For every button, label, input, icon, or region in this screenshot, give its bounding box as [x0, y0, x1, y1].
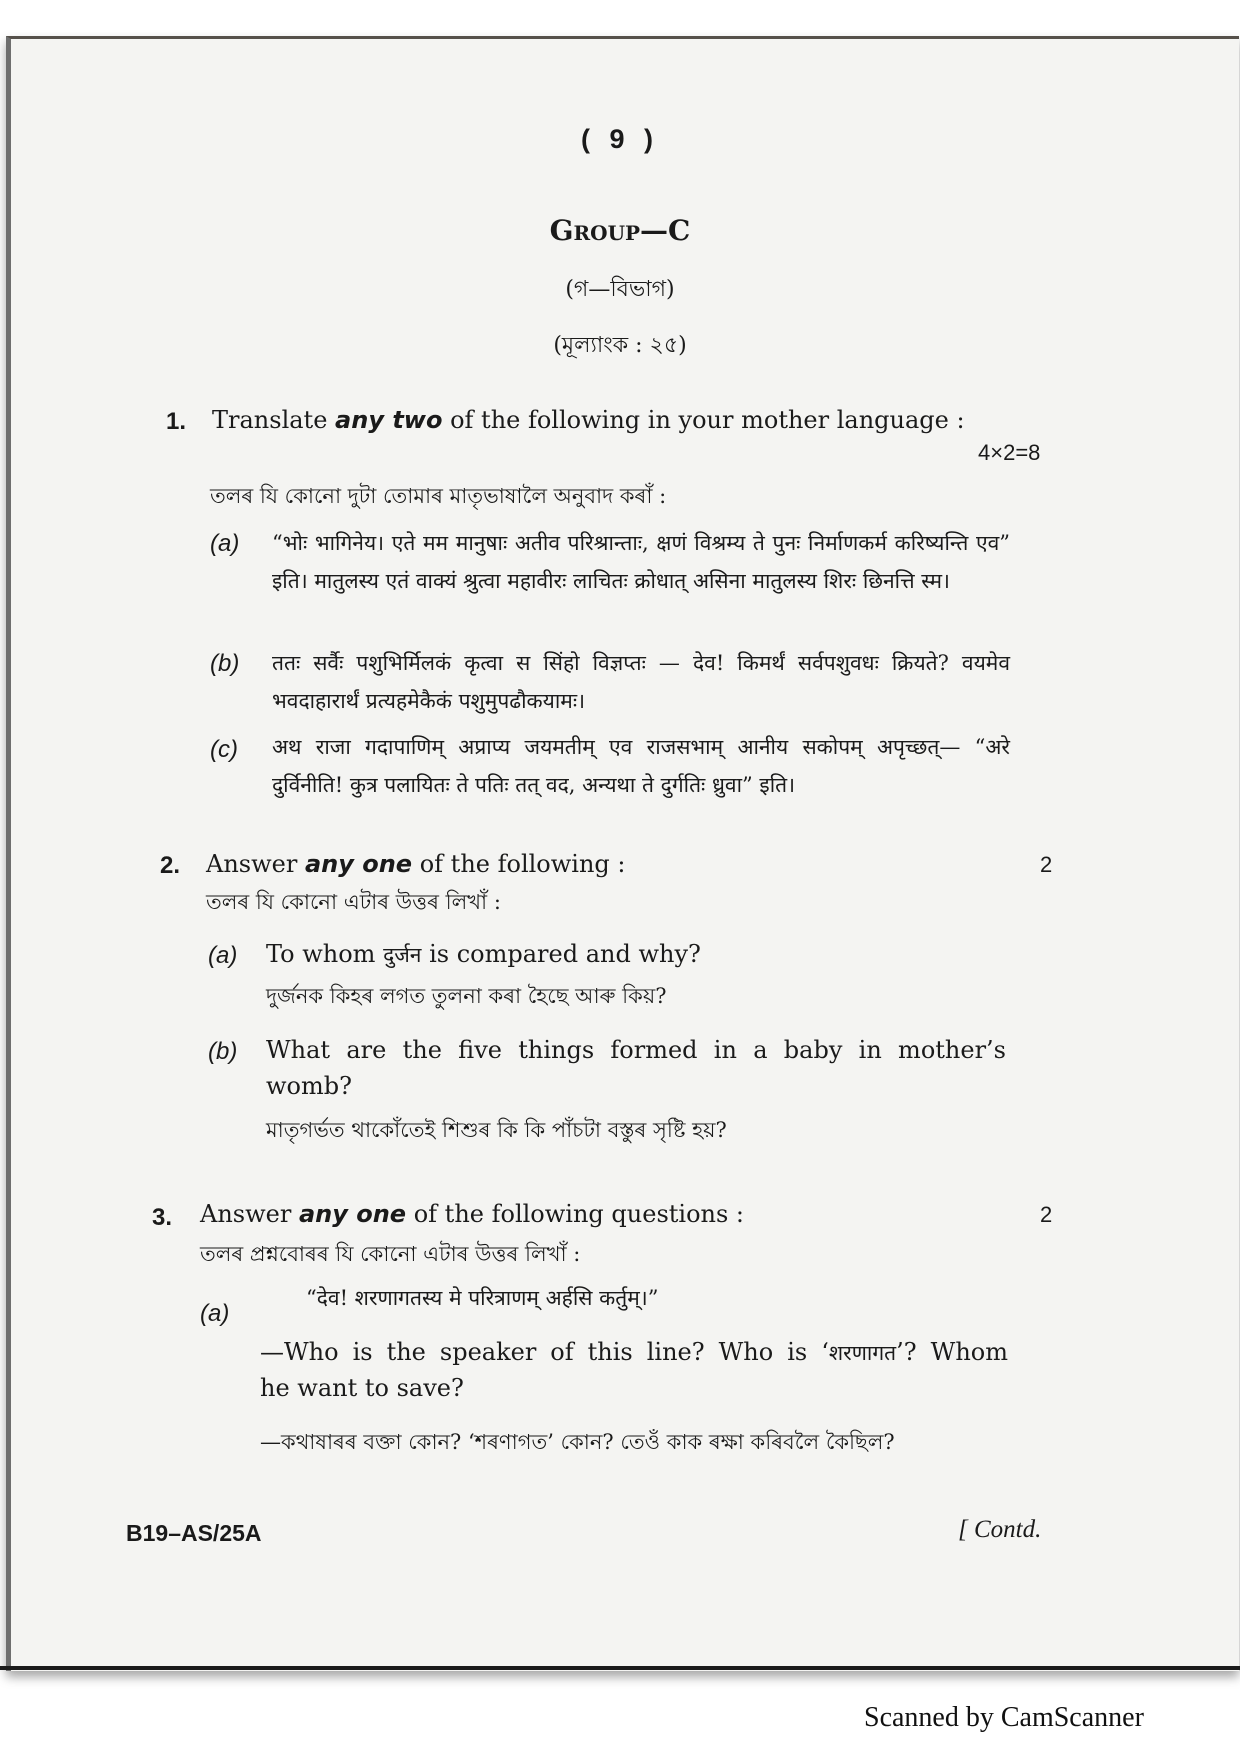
- q3-part-a-label: (a): [200, 1300, 230, 1327]
- q3-marks: 2: [1040, 1202, 1053, 1227]
- q2-part-a-question: [266, 940, 701, 969]
- q1-part-c-label: (c): [210, 736, 238, 763]
- q2-part-b-assamese: মাতৃগৰ্ভত থাকোঁতেই শিশুৰ কি কি পাঁচটা বস্তুৰ সৃষ্টি হয়?: [266, 1118, 727, 1142]
- q3-number: 3.: [152, 1204, 173, 1231]
- group-title-assamese: (গ—বিভাগ): [565, 277, 675, 302]
- paper-code-prefix: B19–AS/: [126, 1520, 220, 1546]
- q1-marks: 4×2=8: [978, 440, 1041, 465]
- q3-part-a-pre: —Who is the speaker of this line? Who is ‘: [260, 1338, 829, 1366]
- q1-part-c-text: अथ राजा गदापाणिम् अप्राप्य जयमतीम् एव राजसभाम् आनीय सकोपम् अपृच्छत्— “अरे दुर्विनीति! कुत्र पलायितः ते पतिः तत् वद, अन्यथा ते दुर्गतिः ध्रुवा” इति।: [272, 735, 1010, 797]
- q3-prompt-pre: Answer: [200, 1200, 299, 1228]
- q1-prompt-post: of the following in your mother language :: [442, 406, 965, 434]
- q3-prompt-emphasis: any one: [298, 1200, 407, 1228]
- q2-prompt-pre: Answer: [206, 850, 305, 878]
- paper-code: [126, 1520, 262, 1547]
- q3-part-a-assamese: —কথাষাৰৰ বক্তা কোন? ‘শৰণাগত’ কোন? তেওঁ কাক ৰক্ষা কৰিবলৈ কৈছিল?: [260, 1430, 895, 1454]
- q3-prompt-post: of the following questions :: [406, 1200, 745, 1228]
- q2-prompt: [206, 850, 626, 878]
- q1-prompt-assamese: তলৰ যি কোনো দুটা তোমাৰ মাতৃভাষালৈ অনুবাদ কৰাঁ :: [210, 484, 667, 508]
- q2-part-b-question-line2: womb?: [266, 1072, 352, 1100]
- q3-part-a-question-line2: he want to save?: [260, 1374, 464, 1402]
- paper-code-suffix: 25A: [219, 1520, 262, 1546]
- q2-marks: 2: [1040, 852, 1053, 877]
- q1-part-a-label: (a): [210, 530, 240, 557]
- q2-prompt-post: of the following :: [412, 850, 626, 878]
- q1-prompt-pre: Translate: [212, 406, 336, 434]
- group-title: Group—C: [549, 214, 691, 247]
- q3-part-a-question-line1: [260, 1338, 1008, 1367]
- q3-part-a-post: ’? Whom: [896, 1338, 1008, 1366]
- q3-prompt: [200, 1200, 744, 1228]
- page-number: ( 9 ): [580, 124, 659, 154]
- q2-part-a-pre: To whom: [266, 940, 384, 968]
- q3-part-a-quote: “देव! शरणागतस्य मे परित्राणम् अर्हसि कर्तुम्।”: [306, 1286, 659, 1310]
- q3-part-a-sanskrit-term: शरणागत: [828, 1341, 897, 1365]
- q2-part-b-question-line1: What are the five things formed in a baby in mother’s: [266, 1036, 1006, 1064]
- q2-part-a-assamese: দুৰ্জনক কিহৰ লগত তুলনা কৰা হৈছে আৰু কিয়?: [266, 984, 667, 1008]
- sheet-bottom-edge: [0, 1666, 1240, 1670]
- q1-prompt-emphasis: any two: [335, 406, 443, 434]
- q1-part-b-text: ततः सर्वैः पशुभिर्मिलकं कृत्वा स सिंहो विज्ञप्तः — देव! किमर्थं सर्वपशुवधः क्रियते? वयमेव भवदाहारार्थं प्रत्यहमेकैकं पशुमुपढौकयामः।: [272, 651, 1010, 713]
- group-marks: (মূল্যাংক : ২৫): [553, 333, 687, 358]
- q1-part-b-label: (b): [210, 650, 240, 677]
- q2-part-a-sanskrit-term: दुर्जन: [383, 943, 422, 967]
- q1-prompt: [212, 406, 965, 434]
- continued-marker: [ Contd.: [958, 1516, 1042, 1543]
- q1-part-a-text: “भोः भागिनेय। एते मम मानुषाः अतीव परिश्रान्ताः, क्षणं विश्रम्य ते पुनः निर्माणकर्म करिष्यन्ति एव” इति। मातुलस्य एतं वाक्यं श्रुत्वा महावीरः लाचितः क्रोधात् असिना मातुलस्य शिरः छिनत्ति स्म।: [272, 531, 1010, 593]
- q2-part-b-label: (b): [208, 1038, 238, 1065]
- scanner-watermark: Scanned by CamScanner: [864, 1702, 1144, 1733]
- q1-number: 1.: [166, 408, 187, 435]
- q2-part-a-post: is compared and why?: [421, 940, 701, 968]
- q2-number: 2.: [160, 852, 181, 879]
- q2-part-a-label: (a): [208, 942, 238, 969]
- q3-prompt-assamese: তলৰ প্ৰশ্নবোৰৰ যি কোনো এটাৰ উত্তৰ লিখাঁ :: [200, 1242, 581, 1266]
- q2-prompt-emphasis: any one: [304, 850, 413, 878]
- q2-prompt-assamese: তলৰ যি কোনো এটাৰ উত্তৰ লিখাঁ :: [206, 890, 501, 914]
